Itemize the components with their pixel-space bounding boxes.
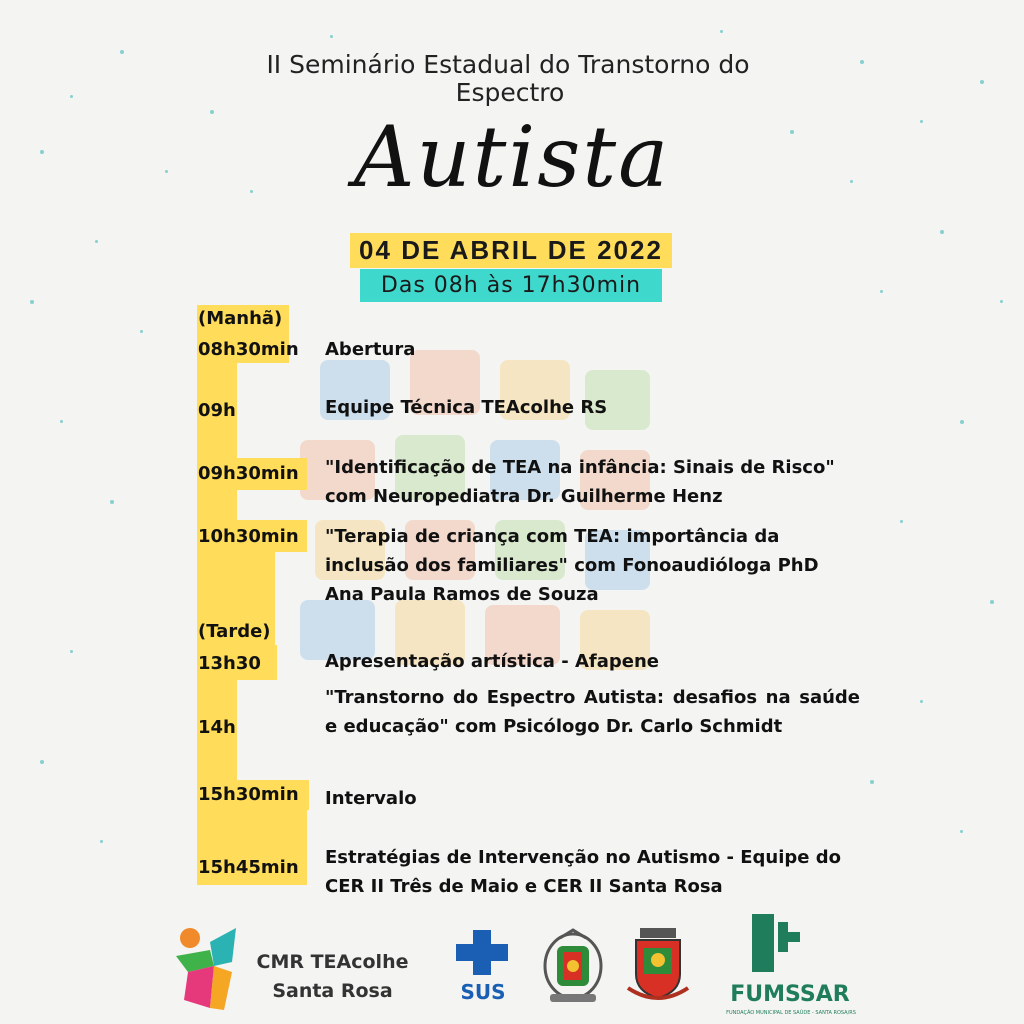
schedule-time: 13h30 (198, 653, 261, 674)
sus-cross-icon (456, 930, 508, 975)
cmr-teacolhe-line2: Santa Rosa (272, 980, 393, 1002)
title-line-2: Espectro (455, 78, 565, 107)
schedule-time: 15h45min (198, 857, 299, 878)
schedule-time: 14h (198, 717, 236, 738)
schedule-description: "Transtorno do Espectro Autista: desafios na saúde e educação" com Psicólogo Dr. Carlo Schmidt (325, 687, 860, 737)
schedule-time: 09h (198, 400, 236, 421)
fumssar-sus-label: SUS (756, 962, 775, 972)
schedule-description: "Identificação de TEA na infância: Sinais de Risco" com Neuropediatra Dr. Guilherme Henz (325, 457, 835, 507)
title-line-1: II Seminário Estadual do Transtorno do (266, 50, 750, 79)
title-script: Autista (353, 108, 671, 206)
schedule-description: Apresentação artística - Afapene (325, 651, 659, 672)
morning-label: (Manhã) (198, 308, 283, 329)
schedule-description: Estratégias de Intervenção no Autismo - Equipe do CER II Três de Maio e CER II Santa Rosa (325, 847, 841, 897)
fumssar-label: FUMSSAR (730, 982, 850, 1007)
event-hours: Das 08h às 17h30min (360, 269, 662, 302)
fumssar-caption: FUNDAÇÃO MUNICIPAL DE SAÚDE - SANTA ROSA/RS (726, 1010, 856, 1016)
sus-label: SUS (460, 980, 506, 1004)
cmr-teacolhe-line1: CMR TEAcolhe (256, 951, 409, 973)
schedule-time: 09h30min (198, 463, 299, 484)
rio-grande-do-sul-coat-of-arms-icon (540, 928, 606, 1008)
schedule-description: "Terapia de criança com TEA: importância da inclusão dos familiares" com Fonoaudióloga PhD Ana Paula Ramos de Souza (325, 526, 819, 605)
schedule-time: 08h30min (198, 339, 299, 360)
schedule-time: 10h30min (198, 526, 299, 547)
schedule-description: Equipe Técnica TEAcolhe RS (325, 397, 608, 418)
schedule-description: Intervalo (325, 788, 417, 809)
cmr-teacolhe-logo-icon (170, 922, 242, 1014)
santa-rosa-coat-of-arms-icon (626, 926, 690, 1006)
event-date: 04 DE ABRIL DE 2022 (350, 233, 672, 268)
afternoon-label: (Tarde) (198, 621, 271, 642)
schedule-time: 15h30min (198, 784, 299, 805)
highlight-block (197, 490, 237, 520)
schedule-description: Abertura (325, 339, 416, 360)
